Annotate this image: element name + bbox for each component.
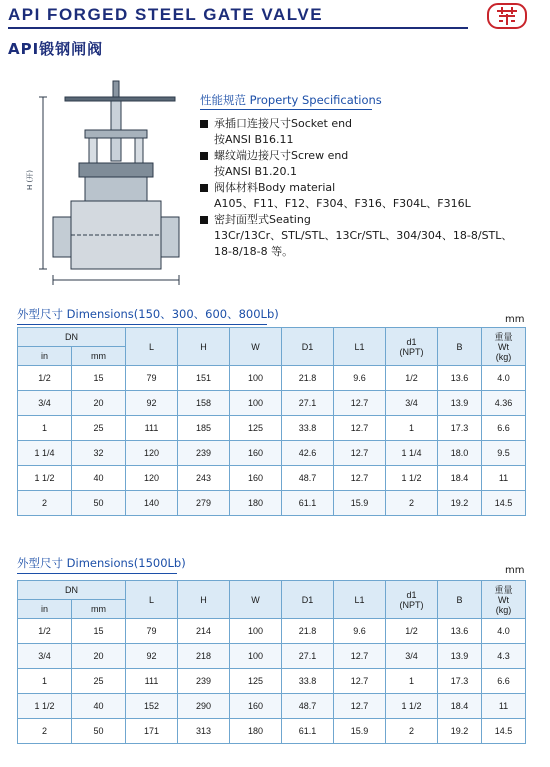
header-d1-label: d1: [406, 336, 417, 347]
header-wt: [482, 581, 526, 619]
table-cell: 4.36: [482, 391, 526, 416]
table-row: [18, 619, 526, 644]
table-cell: 32: [72, 441, 126, 466]
spec-line: 阀体材料Body material: [214, 181, 336, 194]
header-wt-cn: 重量: [494, 584, 513, 595]
table-row: [18, 694, 526, 719]
header-npt-label: (NPT): [399, 599, 424, 610]
table-cell: 40: [72, 694, 126, 719]
header-b: B: [438, 581, 482, 619]
table-cell: 1 1/2: [386, 694, 438, 719]
table-cell: 27.1: [282, 391, 334, 416]
table-row: [18, 441, 526, 466]
table-cell: 4.3: [482, 644, 526, 669]
table-cell: 158: [178, 391, 230, 416]
table-row: [18, 366, 526, 391]
bullet-icon: [200, 120, 208, 128]
table-cell: 180: [230, 719, 282, 744]
page-title: API FORGED STEEL GATE VALVE: [8, 5, 324, 24]
header-mm: mm: [72, 347, 126, 366]
header-l1: L1: [334, 328, 386, 366]
table1-title-underline: [17, 324, 267, 325]
table-row: [18, 669, 526, 694]
spec-line: 18-8/18-8 等。: [214, 245, 294, 258]
table-cell: 18.0: [438, 441, 482, 466]
table-cell: 290: [178, 694, 230, 719]
header-b: B: [438, 328, 482, 366]
spec-line: 螺纹端边接尺寸Screw end: [214, 149, 349, 162]
table-cell: 140: [126, 491, 178, 516]
table-cell: 243: [178, 466, 230, 491]
header-wt-unit: (kg): [495, 604, 512, 615]
table-cell: 17.3: [438, 669, 482, 694]
table-cell: 33.8: [282, 416, 334, 441]
table-cell: 33.8: [282, 669, 334, 694]
header-wt-en: Wt: [498, 594, 509, 605]
table1-body: [18, 366, 526, 516]
table-row: [18, 719, 526, 744]
table-cell: 20: [72, 391, 126, 416]
spec-heading-text: 性能规范 Property Specifications: [200, 93, 382, 107]
table-cell: 21.8: [282, 366, 334, 391]
table-cell: 18.4: [438, 466, 482, 491]
header-l: L: [126, 328, 178, 366]
table-cell: 100: [230, 644, 282, 669]
table-cell: 15: [72, 366, 126, 391]
table-cell: 19.2: [438, 719, 482, 744]
header-d1: D1: [282, 328, 334, 366]
table-cell: 13.6: [438, 619, 482, 644]
table-cell: 160: [230, 441, 282, 466]
table-cell: 239: [178, 669, 230, 694]
table-cell: 185: [178, 416, 230, 441]
table-cell: 120: [126, 441, 178, 466]
table-cell: 1/2: [18, 619, 72, 644]
header-l: L: [126, 581, 178, 619]
table-cell: 15: [72, 619, 126, 644]
header-wt-cn: 重量: [494, 331, 513, 342]
table-cell: 40: [72, 466, 126, 491]
table-row: [18, 491, 526, 516]
table-cell: 3/4: [18, 644, 72, 669]
table-cell: 12.7: [334, 644, 386, 669]
table-cell: 1 1/2: [386, 466, 438, 491]
table-cell: 13.9: [438, 391, 482, 416]
table-cell: 1: [386, 669, 438, 694]
header-wt: [482, 328, 526, 366]
table-cell: 50: [72, 491, 126, 516]
table-cell: 2: [18, 491, 72, 516]
header-w: W: [230, 328, 282, 366]
table-cell: 21.8: [282, 619, 334, 644]
table-row: [18, 466, 526, 491]
title-rule: [8, 27, 468, 29]
table-cell: 100: [230, 619, 282, 644]
table-cell: 151: [178, 366, 230, 391]
table-cell: 12.7: [334, 694, 386, 719]
header-h: H: [178, 328, 230, 366]
table-cell: 1 1/2: [18, 466, 72, 491]
header-dn: DN: [18, 328, 126, 347]
table1-title-text: 外型尺寸 Dimensions(150、300、600、800Lb): [17, 307, 279, 321]
table-cell: 9.6: [334, 366, 386, 391]
table-cell: 120: [126, 466, 178, 491]
spec-line: 按ANSI B1.20.1: [214, 165, 298, 178]
table-cell: 6.6: [482, 669, 526, 694]
table-cell: 12.7: [334, 669, 386, 694]
header-wt-unit: (kg): [495, 351, 512, 362]
spec-heading-underline: [200, 109, 372, 110]
table-cell: 61.1: [282, 491, 334, 516]
table-cell: 13.9: [438, 644, 482, 669]
table-cell: 79: [126, 619, 178, 644]
table-cell: 12.7: [334, 416, 386, 441]
table-cell: 12.7: [334, 466, 386, 491]
spec-item-body-material: [200, 180, 540, 196]
brand-logo-icon: [487, 3, 527, 29]
bullet-icon: [200, 216, 208, 224]
spec-item-seating: [200, 212, 540, 228]
header-h: H: [178, 581, 230, 619]
table-cell: 61.1: [282, 719, 334, 744]
table-cell: 11: [482, 694, 526, 719]
table-cell: 2: [386, 719, 438, 744]
table-cell: 218: [178, 644, 230, 669]
table-cell: 79: [126, 366, 178, 391]
table-cell: 125: [230, 416, 282, 441]
header-dn: DN: [18, 581, 126, 600]
spec-item-screw-end: [200, 148, 540, 164]
header-w: W: [230, 581, 282, 619]
table-cell: 111: [126, 416, 178, 441]
table-cell: 19.2: [438, 491, 482, 516]
table-cell: 313: [178, 719, 230, 744]
table-cell: 4.0: [482, 619, 526, 644]
bullet-icon: [200, 152, 208, 160]
table-cell: 15.9: [334, 491, 386, 516]
table-cell: 48.7: [282, 694, 334, 719]
drawing-h-label: H (开): [26, 170, 34, 190]
header-d1: D1: [282, 581, 334, 619]
table-cell: 100: [230, 366, 282, 391]
table-cell: 160: [230, 694, 282, 719]
table-cell: 214: [178, 619, 230, 644]
table-cell: 6.6: [482, 416, 526, 441]
table1-unit: mm: [505, 314, 525, 325]
header-d1-npt: [386, 328, 438, 366]
table-cell: 48.7: [282, 466, 334, 491]
spec-line: 密封面型式Seating: [214, 213, 311, 226]
table-cell: 14.5: [482, 719, 526, 744]
table-cell: 12.7: [334, 441, 386, 466]
table-cell: 12.7: [334, 391, 386, 416]
table2-unit: mm: [505, 565, 525, 576]
table-cell: 92: [126, 644, 178, 669]
table2-title-text: 外型尺寸 Dimensions(1500Lb): [17, 556, 186, 570]
header-l1: L1: [334, 581, 386, 619]
bullet-icon: [200, 184, 208, 192]
table-cell: 9.6: [334, 619, 386, 644]
table-cell: 1: [18, 669, 72, 694]
header: [0, 0, 550, 38]
header-d1-label: d1: [406, 589, 417, 600]
header-in: in: [18, 347, 72, 366]
table2-title-underline: [17, 573, 177, 574]
table-cell: 14.5: [482, 491, 526, 516]
table-cell: 152: [126, 694, 178, 719]
table-cell: 279: [178, 491, 230, 516]
table-cell: 3/4: [386, 391, 438, 416]
table-cell: 20: [72, 644, 126, 669]
property-specifications: [200, 92, 540, 260]
spec-item-socket-end: [200, 116, 540, 132]
table-cell: 13.6: [438, 366, 482, 391]
table-cell: 50: [72, 719, 126, 744]
table-cell: 25: [72, 669, 126, 694]
table-cell: 9.5: [482, 441, 526, 466]
valve-drawing-icon: [15, 75, 180, 300]
table-cell: 1/2: [18, 366, 72, 391]
spec-line: A105、F11、F12、F304、F316、F304L、F316L: [214, 197, 471, 210]
spec-line: 按ANSI B16.11: [214, 133, 294, 146]
table-cell: 160: [230, 466, 282, 491]
header-mm: mm: [72, 600, 126, 619]
header-npt-label: (NPT): [399, 346, 424, 357]
table-cell: 25: [72, 416, 126, 441]
table-cell: 171: [126, 719, 178, 744]
table-cell: 125: [230, 669, 282, 694]
table1-title: [17, 306, 279, 325]
table-cell: 1/2: [386, 619, 438, 644]
table-row: [18, 416, 526, 441]
table-cell: 18.4: [438, 694, 482, 719]
table2-title: [17, 555, 186, 574]
table-cell: 1: [386, 416, 438, 441]
header-in: in: [18, 600, 72, 619]
table-cell: 1 1/4: [18, 441, 72, 466]
table-cell: 42.6: [282, 441, 334, 466]
table-cell: 100: [230, 391, 282, 416]
table-cell: 239: [178, 441, 230, 466]
table-cell: 1/2: [386, 366, 438, 391]
header-wt-en: Wt: [498, 341, 509, 352]
table-cell: 4.0: [482, 366, 526, 391]
spec-line: 13Cr/13Cr、STL/STL、13Cr/STL、304/304、18-8/STL、: [214, 229, 513, 242]
table2-body: [18, 619, 526, 744]
table-cell: 180: [230, 491, 282, 516]
table-cell: 15.9: [334, 719, 386, 744]
table-cell: 2: [18, 719, 72, 744]
table-cell: 17.3: [438, 416, 482, 441]
table-cell: 3/4: [386, 644, 438, 669]
page-subtitle: API锻钢闸阀: [8, 40, 104, 58]
table-cell: 1 1/2: [18, 694, 72, 719]
table-cell: 27.1: [282, 644, 334, 669]
table-cell: 92: [126, 391, 178, 416]
dimensions-table-2: [17, 580, 526, 744]
table-cell: 11: [482, 466, 526, 491]
spec-heading: [200, 92, 540, 110]
dimensions-table-1: [17, 327, 526, 516]
spec-line: 承插口连接尺寸Socket end: [214, 117, 353, 130]
table-cell: 111: [126, 669, 178, 694]
table-row: [18, 391, 526, 416]
table-cell: 1 1/4: [386, 441, 438, 466]
header-d1-npt: [386, 581, 438, 619]
table-cell: 3/4: [18, 391, 72, 416]
table-row: [18, 644, 526, 669]
table-cell: 1: [18, 416, 72, 441]
table-cell: 2: [386, 491, 438, 516]
